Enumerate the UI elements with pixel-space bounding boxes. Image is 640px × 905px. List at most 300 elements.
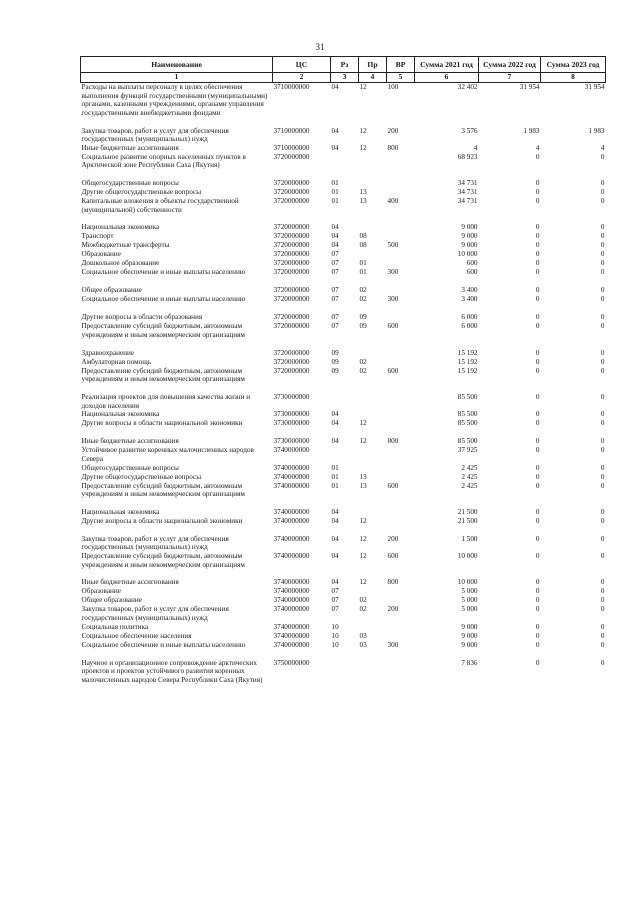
- table-row: [81, 578, 606, 587]
- cell-name: Национальная экономика: [81, 223, 160, 232]
- cell-rz: 04: [331, 552, 339, 561]
- cell-sum-2022: 0: [535, 437, 540, 446]
- cell-name: Другие вопросы в области национальной экономики: [81, 516, 243, 525]
- cell-sum-2023: 31 954: [584, 83, 605, 91]
- spacer-row: [81, 428, 606, 437]
- table-body: [81, 83, 606, 685]
- cell-vr: [387, 410, 415, 419]
- cell-vr: [387, 587, 415, 596]
- cell-pr: [359, 464, 387, 473]
- column-number: 6: [415, 73, 479, 83]
- cell-sum-2022: 0: [535, 640, 540, 649]
- cell-sum-2023: 0: [600, 357, 605, 366]
- cell-pr: 12: [359, 578, 367, 587]
- column-number: 8: [541, 73, 606, 83]
- cell-cs: 3730000000: [273, 392, 310, 401]
- cell-sum-2021: 37 925: [457, 446, 478, 455]
- cell-cs: 3720000000: [273, 366, 310, 375]
- cell-sum-2021: 3 400: [461, 295, 478, 304]
- cell-cs: 3710000000: [273, 126, 310, 135]
- cell-cs: 3740000000: [273, 587, 310, 596]
- cell-vr: [387, 517, 415, 526]
- cell-name: Общегосударственные вопросы: [81, 179, 179, 188]
- cell-sum-2022: 0: [535, 295, 540, 304]
- cell-vr: 300: [387, 640, 399, 649]
- cell-sum-2022: 0: [535, 410, 540, 419]
- cell-pr: 02: [359, 357, 367, 366]
- cell-sum-2023: 4: [600, 143, 605, 152]
- cell-vr: 200: [387, 605, 399, 614]
- cell-vr: [387, 446, 415, 463]
- spacer-row: [81, 526, 606, 535]
- cell-sum-2023: 0: [600, 596, 605, 605]
- cell-sum-2022: 0: [535, 596, 540, 605]
- cell-cs: 3740000000: [273, 446, 310, 455]
- header-cs: ЦС: [273, 57, 331, 73]
- cell-sum-2022: 0: [535, 357, 540, 366]
- cell-name: Другие вопросы в области образования: [81, 313, 203, 322]
- cell-pr: [359, 587, 387, 596]
- cell-sum-2021: 9 000: [461, 223, 478, 232]
- cell-vr: [387, 259, 415, 268]
- header-name: Наименование: [81, 57, 273, 73]
- cell-sum-2023: 0: [600, 259, 605, 268]
- cell-sum-2023: 0: [600, 188, 605, 197]
- cell-cs: 3710000000: [273, 143, 310, 152]
- cell-name: Социальное развитие опорных населенных пунктов в Арктической зоне Республики Саха (Якутия): [81, 152, 246, 170]
- cell-pr: [359, 349, 387, 358]
- cell-sum-2021: 15 192: [457, 348, 478, 357]
- cell-sum-2021: 4: [473, 143, 478, 152]
- cell-rz: 04: [331, 534, 339, 543]
- cell-sum-2023: 0: [600, 313, 605, 322]
- table-row: [81, 596, 606, 605]
- spacer-cell: [81, 304, 606, 313]
- cell-name: Дошкольное образование: [81, 259, 160, 268]
- cell-name: Социальное обеспечение и иные выплаты населению: [81, 640, 246, 649]
- table-row: [81, 446, 606, 463]
- cell-sum-2022: 0: [535, 392, 540, 401]
- column-number: 7: [479, 73, 541, 83]
- cell-name: Предоставление субсидий бюджетным, автономным учреждениям и иным некоммерческим организациям: [81, 322, 245, 340]
- cell-vr: [387, 286, 415, 295]
- cell-sum-2023: 0: [600, 640, 605, 649]
- cell-vr: [387, 464, 415, 473]
- cell-sum-2022: 0: [535, 622, 540, 631]
- column-number-row: [81, 73, 606, 83]
- cell-sum-2021: 85 500: [457, 392, 478, 401]
- cell-sum-2023: 0: [600, 463, 605, 472]
- spacer-cell: [81, 526, 606, 535]
- cell-cs: 3740000000: [273, 552, 310, 561]
- cell-vr: 400: [387, 197, 399, 206]
- cell-vr: 600: [387, 481, 399, 490]
- cell-sum-2023: 0: [600, 268, 605, 277]
- cell-pr: [359, 250, 387, 259]
- cell-name: Предоставление субсидий бюджетным, автономным учреждениям и иным некоммерческим организациям: [81, 366, 245, 384]
- cell-sum-2021: 10 000: [457, 552, 478, 561]
- cell-sum-2021: 6 000: [461, 313, 478, 322]
- table-row: [81, 419, 606, 428]
- cell-name: Общее образование: [81, 286, 142, 295]
- cell-cs: 3720000000: [273, 241, 310, 250]
- spacer-cell: [81, 650, 606, 659]
- cell-name: Общегосударственные вопросы: [81, 463, 179, 472]
- header-rz: Рз: [331, 57, 359, 73]
- spacer-cell: [81, 499, 606, 508]
- cell-pr: 12: [359, 437, 367, 446]
- header-row: [81, 57, 606, 73]
- cell-sum-2023: 0: [600, 241, 605, 250]
- cell-sum-2022: 0: [535, 516, 540, 525]
- cell-rz: 04: [331, 410, 339, 419]
- cell-rz: 04: [331, 223, 339, 232]
- cell-name: Иные бюджетные ассигнования: [81, 143, 179, 152]
- cell-vr: [387, 313, 415, 322]
- table-row: [81, 482, 606, 499]
- table-row: [81, 250, 606, 259]
- cell-sum-2021: 9 000: [461, 640, 478, 649]
- cell-vr: [387, 232, 415, 241]
- cell-cs: 3740000000: [273, 631, 310, 640]
- cell-pr: [359, 446, 387, 463]
- cell-sum-2022: 0: [535, 197, 540, 206]
- cell-name: Другие общегосударственные вопросы: [81, 472, 202, 481]
- spacer-row: [81, 304, 606, 313]
- cell-pr: 09: [359, 313, 367, 322]
- cell-cs: 3730000000: [273, 410, 310, 419]
- cell-sum-2021: 1 500: [461, 534, 478, 543]
- cell-sum-2021: 9 000: [461, 631, 478, 640]
- cell-sum-2023: 0: [600, 223, 605, 232]
- cell-sum-2022: 0: [535, 419, 540, 428]
- cell-vr: [387, 623, 415, 632]
- cell-name: Иные бюджетные ассигнования: [81, 437, 179, 446]
- spacer-row: [81, 170, 606, 179]
- cell-name: Социальное обеспечение и иные выплаты населению: [81, 268, 246, 277]
- cell-sum-2023: 0: [600, 348, 605, 357]
- cell-name: Закупка товаров, работ и услуг для обеспечения государственных (муниципальных) нужд: [81, 605, 229, 623]
- cell-sum-2023: 0: [600, 481, 605, 490]
- cell-sum-2022: 0: [535, 348, 540, 357]
- cell-sum-2023: 1 983: [588, 126, 605, 135]
- cell-sum-2022: 0: [535, 313, 540, 322]
- table-row: [81, 197, 606, 214]
- cell-pr: 02: [359, 286, 367, 295]
- cell-sum-2021: 6 000: [461, 322, 478, 331]
- cell-cs: 3750000000: [273, 658, 310, 667]
- cell-vr: 600: [387, 366, 399, 375]
- cell-pr: 01: [359, 259, 367, 268]
- cell-sum-2022: 0: [535, 446, 540, 455]
- cell-cs: 3720000000: [273, 223, 310, 232]
- cell-cs: 3730000000: [273, 419, 310, 428]
- table-row: [81, 153, 606, 170]
- cell-sum-2022: 0: [535, 552, 540, 561]
- cell-sum-2021: 85 500: [457, 419, 478, 428]
- cell-vr: 200: [387, 534, 399, 543]
- cell-sum-2022: 0: [535, 322, 540, 331]
- cell-rz: 04: [331, 83, 339, 91]
- table-row: [81, 232, 606, 241]
- cell-pr: 13: [359, 197, 367, 206]
- cell-sum-2023: 0: [600, 605, 605, 614]
- cell-sum-2022: 0: [535, 472, 540, 481]
- cell-cs: 3740000000: [273, 463, 310, 472]
- cell-cs: 3720000000: [273, 152, 310, 161]
- cell-sum-2022: 0: [535, 152, 540, 161]
- cell-vr: 600: [387, 552, 399, 561]
- cell-rz: [331, 153, 359, 170]
- cell-cs: 3720000000: [273, 348, 310, 357]
- cell-cs: 3740000000: [273, 605, 310, 614]
- cell-pr: 12: [359, 143, 367, 152]
- cell-sum-2023: 0: [600, 322, 605, 331]
- cell-vr: [387, 596, 415, 605]
- cell-rz: 07: [331, 286, 339, 295]
- cell-sum-2022: 0: [535, 631, 540, 640]
- cell-rz: 07: [331, 250, 339, 259]
- cell-sum-2021: 7 836: [461, 658, 478, 667]
- cell-name: Другие вопросы в области национальной экономики: [81, 419, 243, 428]
- table-header: [81, 57, 606, 83]
- cell-cs: 3720000000: [273, 197, 310, 206]
- cell-name: Образование: [81, 587, 121, 596]
- cell-vr: [387, 358, 415, 367]
- cell-sum-2022: 0: [535, 605, 540, 614]
- cell-cs: 3720000000: [273, 268, 310, 277]
- cell-rz: 04: [331, 232, 339, 241]
- cell-sum-2023: 0: [600, 286, 605, 295]
- cell-cs: 3740000000: [273, 596, 310, 605]
- cell-sum-2023: 0: [600, 419, 605, 428]
- cell-rz: 04: [331, 578, 339, 587]
- cell-sum-2023: 0: [600, 179, 605, 188]
- column-number: 1: [81, 73, 273, 83]
- cell-cs: 3720000000: [273, 250, 310, 259]
- table-row: [81, 605, 606, 622]
- cell-vr: [387, 393, 415, 410]
- cell-sum-2022: 0: [535, 268, 540, 277]
- cell-rz: 07: [331, 605, 339, 614]
- cell-sum-2021: 600: [466, 259, 478, 268]
- header-sum-2021: Сумма 2021 год: [415, 57, 479, 73]
- spacer-cell: [81, 569, 606, 578]
- cell-pr: 12: [359, 552, 367, 561]
- cell-vr: [387, 508, 415, 517]
- spacer-row: [81, 214, 606, 223]
- cell-sum-2021: 9 000: [461, 232, 478, 241]
- cell-sum-2022: 0: [535, 232, 540, 241]
- cell-vr: [387, 179, 415, 188]
- cell-cs: 3720000000: [273, 286, 310, 295]
- cell-sum-2023: 0: [600, 552, 605, 561]
- spacer-cell: [81, 340, 606, 349]
- table-row: [81, 473, 606, 482]
- cell-sum-2022: 0: [535, 223, 540, 232]
- cell-pr: 13: [359, 188, 367, 197]
- cell-sum-2023: 0: [600, 472, 605, 481]
- cell-sum-2022: 0: [535, 507, 540, 516]
- cell-vr: 500: [387, 241, 399, 250]
- cell-sum-2022: 0: [535, 463, 540, 472]
- cell-cs: 3740000000: [273, 507, 310, 516]
- cell-cs: 3740000000: [273, 622, 310, 631]
- cell-vr: [387, 419, 415, 428]
- cell-rz: 04: [331, 143, 339, 152]
- cell-rz: 04: [331, 126, 339, 135]
- table-row: [81, 144, 606, 153]
- cell-sum-2022: 0: [535, 188, 540, 197]
- table-row: [81, 535, 606, 552]
- cell-name: Предоставление субсидий бюджетным, автономным учреждениям и иным некоммерческим организациям: [81, 481, 245, 499]
- cell-name: Другие общегосударственные вопросы: [81, 188, 202, 197]
- budget-table: [80, 56, 606, 685]
- table-row: [81, 410, 606, 419]
- cell-cs: 3720000000: [273, 232, 310, 241]
- cell-sum-2022: 0: [535, 286, 540, 295]
- cell-name: Капитальные вложения в объекты государственной (муниципальной) собственности: [81, 197, 239, 214]
- cell-name: Иные бюджетные ассигнования: [81, 578, 179, 587]
- cell-sum-2023: 0: [600, 587, 605, 596]
- table-row: [81, 393, 606, 410]
- cell-name: Национальная экономика: [81, 507, 160, 516]
- cell-sum-2021: 34 731: [457, 197, 478, 206]
- cell-vr: [387, 188, 415, 197]
- cell-sum-2022: 0: [535, 658, 540, 667]
- cell-sum-2022: 0: [535, 587, 540, 596]
- spacer-row: [81, 650, 606, 659]
- cell-rz: 10: [331, 622, 339, 631]
- cell-sum-2021: 68 923: [457, 152, 478, 161]
- cell-pr: 13: [359, 472, 367, 481]
- cell-vr: 200: [387, 126, 399, 135]
- table-row: [81, 295, 606, 304]
- cell-rz: 04: [331, 507, 339, 516]
- table-row: [81, 464, 606, 473]
- cell-sum-2021: 10 000: [457, 578, 478, 587]
- cell-rz: 01: [331, 197, 339, 206]
- cell-pr: 03: [359, 631, 367, 640]
- cell-rz: [331, 446, 359, 463]
- cell-cs: 3740000000: [273, 472, 310, 481]
- cell-vr: 800: [387, 143, 399, 152]
- cell-rz: 07: [331, 268, 339, 277]
- cell-rz: 10: [331, 640, 339, 649]
- cell-pr: [359, 410, 387, 419]
- cell-pr: [359, 659, 387, 685]
- cell-vr: [387, 349, 415, 358]
- cell-cs: 3720000000: [273, 295, 310, 304]
- cell-pr: 12: [359, 516, 367, 525]
- column-number: 3: [331, 73, 359, 83]
- cell-sum-2023: 0: [600, 534, 605, 543]
- cell-sum-2023: 0: [600, 392, 605, 401]
- table-row: [81, 358, 606, 367]
- table-row: [81, 188, 606, 197]
- cell-vr: [387, 659, 415, 685]
- cell-rz: 07: [331, 587, 339, 596]
- table-row: [81, 367, 606, 384]
- cell-sum-2021: 21 500: [457, 507, 478, 516]
- cell-sum-2021: 15 192: [457, 357, 478, 366]
- cell-pr: 12: [359, 419, 367, 428]
- cell-cs: 3740000000: [273, 640, 310, 649]
- cell-sum-2023: 0: [600, 516, 605, 525]
- cell-sum-2021: 34 731: [457, 179, 478, 188]
- column-number: 5: [387, 73, 415, 83]
- cell-name: Расходы на выплаты персоналу в целях обеспечения выполнения функций государственными (муниципальными) органами, казенными учреждениями, органами управления государственными внебюджетными фондами: [81, 83, 268, 117]
- page-number: 31: [315, 42, 325, 52]
- table-row: [81, 623, 606, 632]
- cell-pr: 03: [359, 640, 367, 649]
- cell-name: Социальное обеспечение и иные выплаты населению: [81, 295, 246, 304]
- header-sum-2022: Сумма 2022 год: [479, 57, 541, 73]
- cell-name: Межбюджетные трансферты: [81, 241, 170, 250]
- cell-pr: [359, 223, 387, 232]
- cell-sum-2022: 0: [535, 250, 540, 259]
- spacer-cell: [81, 384, 606, 393]
- cell-pr: [359, 623, 387, 632]
- cell-rz: 07: [331, 596, 339, 605]
- cell-sum-2021: 3 400: [461, 286, 478, 295]
- header-sum-2023: Сумма 2023 год: [541, 57, 606, 73]
- cell-sum-2022: 0: [535, 578, 540, 587]
- cell-rz: 04: [331, 437, 339, 446]
- cell-name: Научное и организационное сопровождение арктических проектов и проектов устойчивого развития коренных малочисленных народов Севера Республики Саха (Якутия): [81, 658, 263, 684]
- cell-rz: 07: [331, 295, 339, 304]
- cell-sum-2023: 0: [600, 631, 605, 640]
- cell-vr: 100: [387, 83, 399, 91]
- cell-cs: 3720000000: [273, 313, 310, 322]
- header-pr: Пр: [359, 57, 387, 73]
- table-row: [81, 83, 606, 118]
- cell-sum-2021: 9 000: [461, 241, 478, 250]
- spacer-row: [81, 569, 606, 578]
- cell-name: Устойчивое развитие коренных малочисленных народов Севера: [81, 446, 254, 463]
- cell-sum-2022: 0: [535, 259, 540, 268]
- cell-rz: 07: [331, 322, 339, 331]
- cell-rz: 04: [331, 419, 339, 428]
- cell-cs: 3740000000: [273, 481, 310, 490]
- header-vr: ВР: [387, 57, 415, 73]
- cell-vr: [387, 473, 415, 482]
- table-row: [81, 179, 606, 188]
- cell-name: Социальная политика: [81, 622, 149, 631]
- spacer-cell: [81, 170, 606, 179]
- cell-rz: 09: [331, 357, 339, 366]
- table-row: [81, 437, 606, 446]
- cell-pr: 08: [359, 232, 367, 241]
- table-row: [81, 552, 606, 569]
- cell-rz: 01: [331, 472, 339, 481]
- cell-rz: 04: [331, 241, 339, 250]
- cell-name: Закупка товаров, работ и услуг для обеспечения государственных (муниципальных) нужд: [81, 126, 229, 144]
- cell-sum-2021: 15 192: [457, 366, 478, 375]
- cell-sum-2023: 0: [600, 658, 605, 667]
- cell-sum-2022: 0: [535, 534, 540, 543]
- cell-pr: 13: [359, 481, 367, 490]
- cell-sum-2022: 1 983: [523, 126, 540, 135]
- cell-sum-2021: 34 731: [457, 188, 478, 197]
- cell-rz: [331, 393, 359, 410]
- cell-sum-2023: 0: [600, 437, 605, 446]
- cell-vr: 300: [387, 295, 399, 304]
- cell-rz: 09: [331, 348, 339, 357]
- cell-pr: 02: [359, 295, 367, 304]
- cell-rz: [331, 659, 359, 685]
- cell-cs: 3720000000: [273, 188, 310, 197]
